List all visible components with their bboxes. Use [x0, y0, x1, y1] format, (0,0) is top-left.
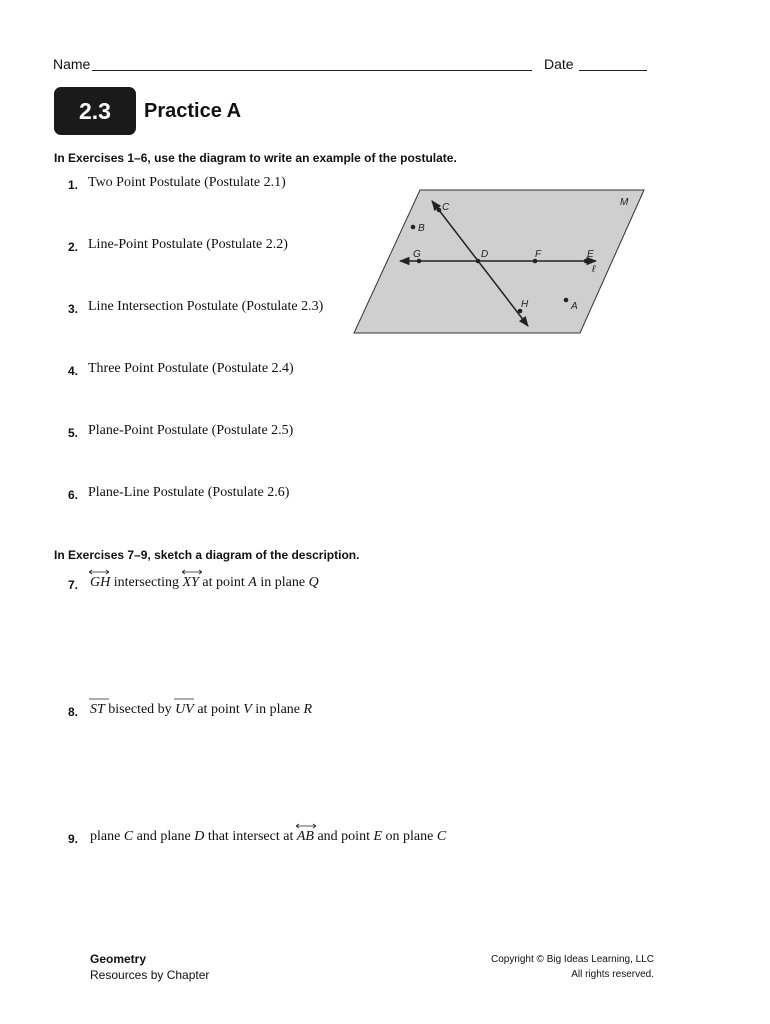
section-badge — [54, 87, 136, 135]
segment-bar-icon — [89, 696, 109, 702]
exercise-text: GH intersecting XY at point A in plane Q — [90, 575, 319, 591]
point-d-label: D — [481, 249, 489, 260]
exercise-text: Plane-Point Postulate (Postulate 2.5) — [88, 423, 294, 438]
segment-bar-icon — [174, 696, 194, 702]
exercise-text: Two Point Postulate (Postulate 2.1) — [88, 175, 286, 190]
exercise-text: Plane-Line Postulate (Postulate 2.6) — [88, 485, 290, 500]
name-label: Name — [53, 56, 91, 72]
section-number: 2.3 — [79, 97, 111, 124]
point-d — [476, 259, 481, 264]
point-f-label: F — [535, 249, 542, 260]
point-b — [411, 225, 416, 230]
exercise-text: Line-Point Postulate (Postulate 2.2) — [88, 237, 288, 252]
point-a-label: A — [571, 301, 578, 312]
exercise-text: Line Intersection Postulate (Postulate 2.3) — [88, 299, 324, 314]
date-field[interactable] — [579, 70, 647, 71]
line-arrow-icon — [182, 569, 202, 575]
point-a — [564, 298, 569, 303]
point-c-label: C — [442, 202, 450, 213]
footer-rights: All rights reserved. — [571, 969, 654, 980]
point-c — [437, 208, 442, 213]
exercise-number: 3. — [68, 302, 79, 316]
exercise-text: ST bisected by UV at point V in plane R — [90, 702, 312, 718]
line-l-label: ℓ — [592, 264, 596, 275]
exercise-number: 4. — [68, 364, 79, 378]
line-xy: XY — [183, 575, 199, 591]
point-g-label: G — [413, 249, 421, 260]
footer-book-title: Geometry — [90, 952, 147, 966]
exercise-number: 5. — [68, 426, 79, 440]
exercise-number: 9. — [68, 832, 79, 846]
segment-st: ST — [90, 702, 105, 718]
plane-m-label: M — [620, 197, 629, 208]
segment-uv: UV — [175, 702, 194, 718]
exercise-number: 7. — [68, 578, 79, 592]
exercise-number: 6. — [68, 488, 79, 502]
page-title: Practice A — [144, 100, 242, 122]
line-arrow-icon — [89, 569, 109, 575]
plane-diagram — [350, 185, 650, 340]
footer-copyright: Copyright © Big Ideas Learning, LLC — [490, 954, 654, 965]
point-h-label: H — [521, 299, 529, 310]
exercise-number: 2. — [68, 240, 79, 254]
footer-book-subtitle: Resources by Chapter — [90, 968, 210, 982]
name-field[interactable] — [92, 70, 532, 71]
section1-instructions: In Exercises 1–6, use the diagram to write an example of the postulate. — [54, 151, 457, 165]
line-ab: AB — [297, 829, 314, 845]
line-arrow-icon — [296, 823, 316, 829]
exercise-number: 8. — [68, 705, 79, 719]
date-label: Date — [544, 56, 574, 72]
section2-instructions: In Exercises 7–9, sketch a diagram of the description. — [54, 548, 360, 562]
exercise-number: 1. — [68, 178, 79, 192]
point-b-label: B — [418, 223, 425, 234]
line-gh: GH — [90, 575, 110, 591]
exercise-text: Three Point Postulate (Postulate 2.4) — [88, 361, 294, 376]
point-e-label: E — [587, 249, 594, 260]
exercise-text: plane C and plane D that intersect at AB and point E on plane C — [90, 829, 446, 845]
